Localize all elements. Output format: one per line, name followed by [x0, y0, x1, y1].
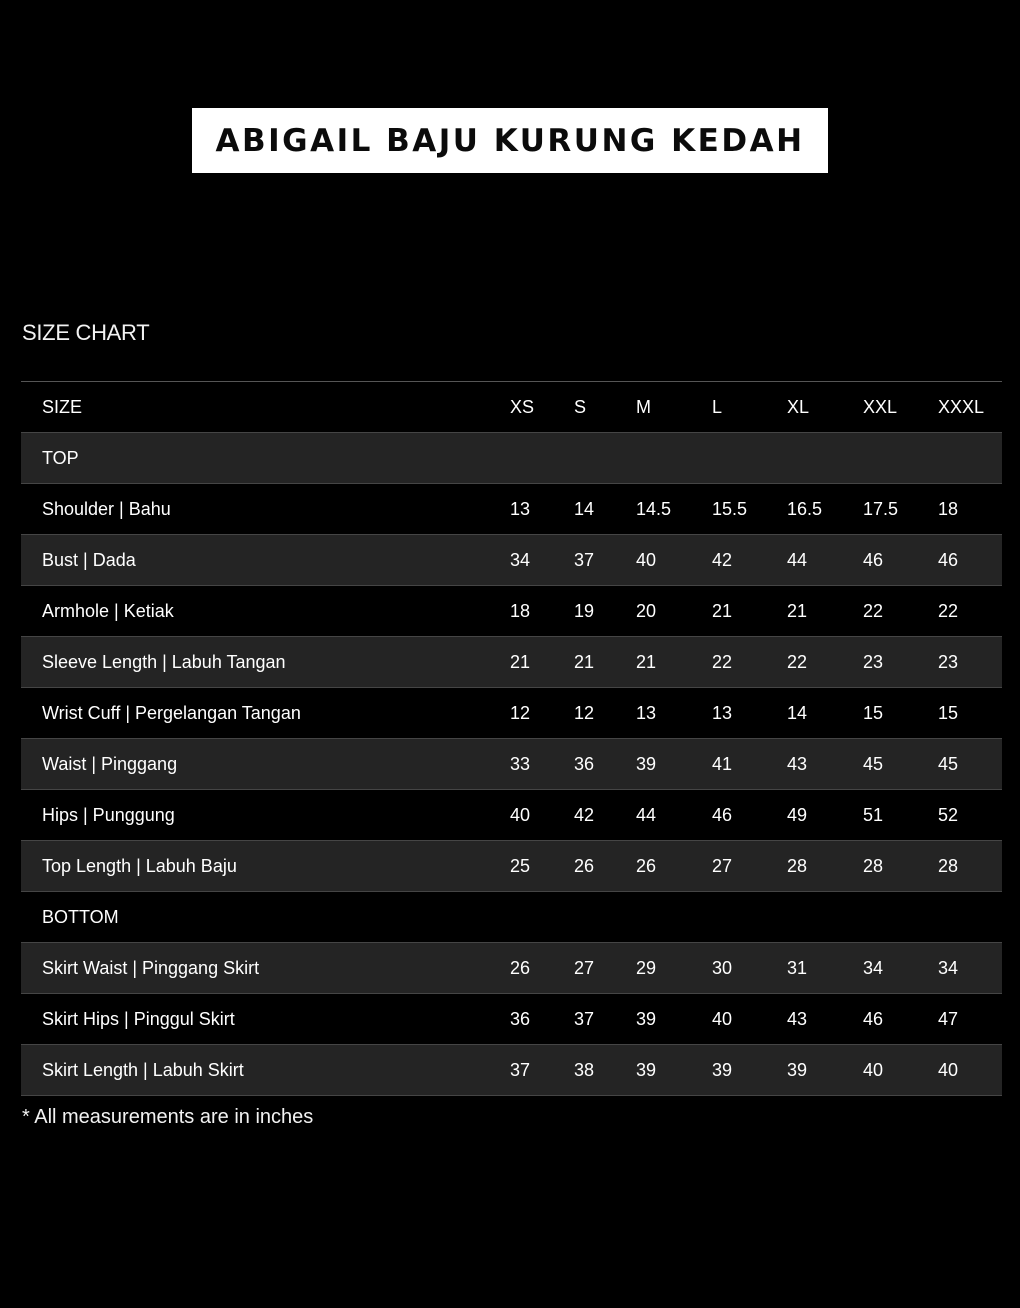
measurement-value: 40	[938, 1045, 1002, 1096]
table-row	[21, 1045, 1002, 1096]
measurement-value: 39	[636, 1045, 712, 1096]
table-row	[21, 994, 1002, 1045]
measurement-value: 17.5	[863, 484, 938, 535]
measurement-value: 18	[938, 484, 1002, 535]
measurement-value: 21	[510, 637, 574, 688]
measurement-value: 15	[863, 688, 938, 739]
measurement-label: Bust | Dada	[21, 535, 510, 586]
measurement-value: 39	[636, 994, 712, 1045]
measurement-value: 44	[636, 790, 712, 841]
measurement-value: 34	[938, 943, 1002, 994]
header-size: XXXL	[938, 382, 1002, 433]
measurement-label: Armhole | Ketiak	[21, 586, 510, 637]
measurement-value: 26	[510, 943, 574, 994]
table-body	[21, 433, 1002, 1096]
measurement-value: 41	[712, 739, 787, 790]
table-row	[21, 688, 1002, 739]
header-size: M	[636, 382, 712, 433]
measurement-value: 28	[863, 841, 938, 892]
measurement-value: 38	[574, 1045, 636, 1096]
group-header-row	[21, 892, 1002, 943]
measurement-value: 12	[510, 688, 574, 739]
measurement-value: 34	[863, 943, 938, 994]
measurement-value: 27	[574, 943, 636, 994]
measurement-value: 40	[510, 790, 574, 841]
measurement-value: 21	[574, 637, 636, 688]
measurement-value: 22	[787, 637, 863, 688]
measurement-value: 14.5	[636, 484, 712, 535]
measurement-value: 15	[938, 688, 1002, 739]
measurement-value: 39	[636, 739, 712, 790]
measurement-value: 39	[712, 1045, 787, 1096]
measurement-value: 26	[636, 841, 712, 892]
table-row	[21, 484, 1002, 535]
group-header-label: TOP	[21, 433, 1002, 484]
title-banner	[192, 108, 828, 173]
table-header-row	[21, 382, 1002, 433]
measurement-value: 46	[863, 994, 938, 1045]
measurement-value: 45	[863, 739, 938, 790]
measurement-value: 12	[574, 688, 636, 739]
section-heading: SIZE CHART	[22, 320, 150, 345]
header-size: XS	[510, 382, 574, 433]
measurement-value: 22	[712, 637, 787, 688]
measurement-value: 46	[712, 790, 787, 841]
measurement-value: 26	[574, 841, 636, 892]
measurement-value: 51	[863, 790, 938, 841]
measurement-value: 13	[636, 688, 712, 739]
measurement-value: 21	[787, 586, 863, 637]
table-row	[21, 586, 1002, 637]
measurement-value: 37	[574, 535, 636, 586]
table-row	[21, 637, 1002, 688]
header-size: S	[574, 382, 636, 433]
measurement-value: 43	[787, 994, 863, 1045]
measurement-value: 25	[510, 841, 574, 892]
table-row	[21, 841, 1002, 892]
measurement-value: 21	[636, 637, 712, 688]
measurement-label: Shoulder | Bahu	[21, 484, 510, 535]
measurement-value: 30	[712, 943, 787, 994]
measurement-value: 31	[787, 943, 863, 994]
measurement-value: 29	[636, 943, 712, 994]
table-row	[21, 790, 1002, 841]
measurement-value: 22	[938, 586, 1002, 637]
measurement-value: 22	[863, 586, 938, 637]
measurement-value: 52	[938, 790, 1002, 841]
measurement-value: 34	[510, 535, 574, 586]
measurement-value: 49	[787, 790, 863, 841]
measurement-value: 23	[938, 637, 1002, 688]
measurement-value: 40	[863, 1045, 938, 1096]
measurement-label: Waist | Pinggang	[21, 739, 510, 790]
footnote: * All measurements are in inches	[22, 1106, 314, 1128]
measurement-value: 37	[510, 1045, 574, 1096]
table-row	[21, 535, 1002, 586]
measurement-value: 15.5	[712, 484, 787, 535]
header-size: XL	[787, 382, 863, 433]
table-row	[21, 739, 1002, 790]
measurement-value: 36	[574, 739, 636, 790]
measurement-value: 44	[787, 535, 863, 586]
measurement-label: Hips | Punggung	[21, 790, 510, 841]
measurement-value: 19	[574, 586, 636, 637]
group-header-label: BOTTOM	[21, 892, 1002, 943]
measurement-value: 16.5	[787, 484, 863, 535]
measurement-value: 42	[712, 535, 787, 586]
measurement-value: 40	[712, 994, 787, 1045]
measurement-value: 46	[938, 535, 1002, 586]
measurement-value: 47	[938, 994, 1002, 1045]
measurement-value: 28	[787, 841, 863, 892]
header-size: XXL	[863, 382, 938, 433]
table-row	[21, 943, 1002, 994]
measurement-value: 39	[787, 1045, 863, 1096]
measurement-label: Top Length | Labuh Baju	[21, 841, 510, 892]
page-title: ABIGAIL BAJU KURUNG KEDAH	[215, 122, 805, 159]
measurement-value: 46	[863, 535, 938, 586]
size-table	[21, 381, 1002, 1096]
measurement-value: 21	[712, 586, 787, 637]
measurement-label: Wrist Cuff | Pergelangan Tangan	[21, 688, 510, 739]
measurement-value: 23	[863, 637, 938, 688]
measurement-value: 45	[938, 739, 1002, 790]
measurement-value: 14	[574, 484, 636, 535]
measurement-value: 36	[510, 994, 574, 1045]
measurement-label: Skirt Hips | Pinggul Skirt	[21, 994, 510, 1045]
measurement-value: 13	[712, 688, 787, 739]
measurement-value: 37	[574, 994, 636, 1045]
measurement-label: Skirt Length | Labuh Skirt	[21, 1045, 510, 1096]
measurement-label: Skirt Waist | Pinggang Skirt	[21, 943, 510, 994]
measurement-value: 18	[510, 586, 574, 637]
group-header-row	[21, 433, 1002, 484]
measurement-value: 27	[712, 841, 787, 892]
header-label: SIZE	[21, 382, 510, 433]
measurement-value: 33	[510, 739, 574, 790]
measurement-value: 40	[636, 535, 712, 586]
header-size: L	[712, 382, 787, 433]
measurement-value: 43	[787, 739, 863, 790]
measurement-value: 28	[938, 841, 1002, 892]
measurement-value: 20	[636, 586, 712, 637]
measurement-value: 42	[574, 790, 636, 841]
measurement-label: Sleeve Length | Labuh Tangan	[21, 637, 510, 688]
measurement-value: 14	[787, 688, 863, 739]
measurement-value: 13	[510, 484, 574, 535]
